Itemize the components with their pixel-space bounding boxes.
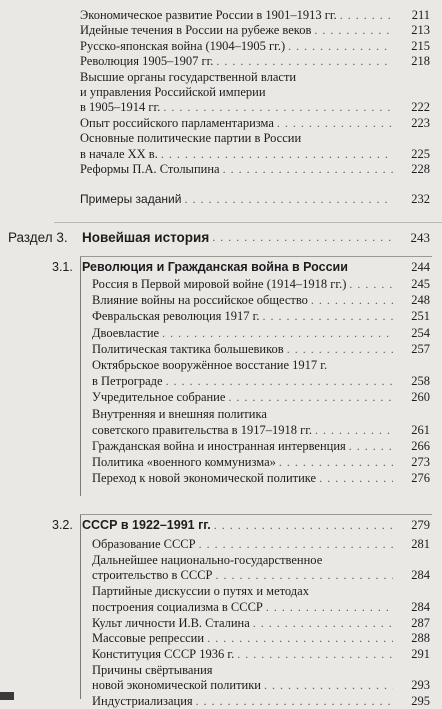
toc-entry[interactable] xyxy=(0,358,442,373)
toc-entry[interactable] xyxy=(0,678,442,693)
entry-page: 228 xyxy=(411,162,430,176)
entry-title: Высшие органы государственной власти xyxy=(80,69,297,84)
divider xyxy=(54,222,442,223)
sub2-heading[interactable] xyxy=(0,518,442,533)
entry-page: 257 xyxy=(411,341,430,356)
entry-title: Культ личности И.В. Сталина xyxy=(92,615,250,630)
toc-entry[interactable] xyxy=(0,23,442,38)
entry-page: 251 xyxy=(411,309,430,324)
dot-leader xyxy=(287,342,393,357)
sub1-title: Революция и Гражданская война в России xyxy=(82,260,348,274)
entry-title: построения социализма в СССР xyxy=(92,599,263,614)
entry-page: 254 xyxy=(411,325,430,340)
entry-page: 276 xyxy=(411,471,430,486)
dot-leader xyxy=(228,390,393,405)
dot-leader xyxy=(288,39,393,54)
toc-entry[interactable] xyxy=(0,39,442,54)
entry-title: Переход к новой экономической политике xyxy=(92,471,317,486)
entry-page: 222 xyxy=(411,100,430,115)
dot-leader xyxy=(162,326,393,341)
toc-entry[interactable] xyxy=(0,70,442,85)
entry-page: 273 xyxy=(411,455,430,470)
sub1-page: 244 xyxy=(411,260,430,274)
dot-leader xyxy=(311,293,393,308)
entry-title: Двоевластие xyxy=(92,325,160,340)
dot-leader xyxy=(184,192,393,207)
page-edge-mark xyxy=(0,692,14,700)
entry-title: и управления Российской империи xyxy=(80,85,266,99)
entry-title: Причины свёртывания xyxy=(92,662,213,677)
toc-entry[interactable] xyxy=(0,342,442,357)
sub2-number: 3.2. xyxy=(52,518,73,532)
entry-title: Влияние войны на российское общество xyxy=(92,293,308,308)
dot-leader xyxy=(237,647,393,662)
sub1-heading[interactable] xyxy=(0,260,442,275)
entry-title: Партийные дискуссии о путях и методах xyxy=(92,584,309,599)
toc-entry[interactable] xyxy=(0,423,442,438)
entry-title: Русско-японская война (1904–1905 гг.) xyxy=(80,38,286,53)
entry-page: 284 xyxy=(411,599,430,614)
sub2-rule xyxy=(80,514,432,515)
toc-entry[interactable] xyxy=(0,293,442,308)
dot-leader xyxy=(315,423,393,438)
entry-title: в Петрограде xyxy=(92,374,163,389)
entry-title: в 1905–1914 гг. xyxy=(80,100,161,115)
entry-page: 266 xyxy=(411,439,430,453)
toc-entry[interactable] xyxy=(0,8,442,23)
entry-page: 288 xyxy=(411,631,430,646)
dot-leader xyxy=(212,230,393,245)
dot-leader xyxy=(216,54,393,69)
entry-title: Массовые репрессии xyxy=(92,631,205,646)
entry-title: новой экономической политики xyxy=(92,678,261,693)
entry-page: 284 xyxy=(411,568,430,583)
toc-entry[interactable] xyxy=(0,147,442,162)
entry-page: 245 xyxy=(411,277,430,291)
section-page: 243 xyxy=(410,230,430,245)
dot-leader xyxy=(253,616,393,631)
section-heading[interactable] xyxy=(0,230,442,246)
dot-leader xyxy=(163,100,393,115)
toc-entry[interactable] xyxy=(0,374,442,389)
entry-page: 232 xyxy=(411,192,430,206)
dot-leader xyxy=(207,631,393,646)
entry-title: Учредительное собрание xyxy=(92,390,226,405)
toc-entry[interactable] xyxy=(0,647,442,662)
section-title: Новейшая история xyxy=(82,230,210,245)
entry-title: Революция 1905–1907 гг. xyxy=(80,54,214,69)
toc-entry-examples[interactable] xyxy=(0,192,442,207)
entry-title: Образование СССР xyxy=(92,537,196,551)
entry-page: 295 xyxy=(411,694,430,708)
entry-title: Индустриализация xyxy=(92,694,193,708)
dot-leader xyxy=(166,374,393,389)
toc-entry[interactable] xyxy=(0,390,442,405)
toc-entry[interactable] xyxy=(0,663,442,678)
dot-leader xyxy=(279,455,393,470)
toc-entry[interactable] xyxy=(0,631,442,646)
entry-title: Россия в Первой мировой войне (1914–1918 гг.) xyxy=(92,277,347,291)
entry-page: 213 xyxy=(411,23,430,38)
entry-page: 261 xyxy=(411,422,430,437)
entry-page: 223 xyxy=(411,115,430,130)
toc-entry[interactable] xyxy=(0,54,442,69)
entry-title: Внутренняя и внешняя политика xyxy=(92,406,267,421)
dot-leader xyxy=(161,147,393,162)
sub2-page: 279 xyxy=(411,518,430,532)
toc-entry[interactable] xyxy=(0,455,442,470)
toc-entry[interactable] xyxy=(0,600,442,615)
entry-title: Октябрьское вооружённое восстание 1917 г. xyxy=(92,358,328,372)
dot-leader xyxy=(277,116,393,131)
entry-title: Основные политические партии в России xyxy=(80,131,302,146)
toc-entry[interactable] xyxy=(0,584,442,599)
dot-leader xyxy=(263,309,393,324)
entry-title: Политика «военного коммунизма» xyxy=(92,455,276,470)
dot-leader xyxy=(319,471,393,486)
toc-entry[interactable] xyxy=(0,694,442,709)
toc-entry[interactable] xyxy=(0,537,442,552)
toc-entry[interactable] xyxy=(0,277,442,292)
entry-page: 281 xyxy=(411,537,430,551)
toc-entry[interactable] xyxy=(0,616,442,631)
toc-entry[interactable] xyxy=(0,568,442,583)
toc-entry[interactable] xyxy=(0,100,442,115)
toc-entry[interactable] xyxy=(0,116,442,131)
dot-leader xyxy=(349,439,393,454)
entry-title: Гражданская война и иностранная интервенция xyxy=(92,439,346,453)
entry-page: 218 xyxy=(411,54,430,69)
entry-title: Февральская революция 1917 г. xyxy=(92,309,260,324)
dot-leader xyxy=(223,162,393,177)
toc-entry[interactable] xyxy=(0,553,442,568)
toc-entry[interactable] xyxy=(0,85,442,100)
toc-entry[interactable] xyxy=(0,471,442,486)
entry-title: строительство в СССР xyxy=(92,568,213,583)
toc-entry[interactable] xyxy=(0,326,442,341)
entry-page: 215 xyxy=(411,38,430,53)
dot-leader xyxy=(266,600,393,615)
entry-title: в начале XX в. xyxy=(80,146,158,161)
sub1-rule xyxy=(80,256,432,257)
entry-title: Опыт российского парламентаризма xyxy=(80,115,274,130)
toc-entry[interactable] xyxy=(0,162,442,177)
dot-leader xyxy=(214,518,393,533)
toc-entry[interactable] xyxy=(0,131,442,146)
dot-leader xyxy=(196,694,393,709)
entry-page: 293 xyxy=(411,678,430,693)
dot-leader xyxy=(340,8,393,23)
entry-page: 211 xyxy=(411,8,430,22)
section-label: Раздел 3. xyxy=(8,230,68,245)
entry-page: 291 xyxy=(411,646,430,661)
entry-title: Политическая тактика большевиков xyxy=(92,341,284,356)
toc-entry[interactable] xyxy=(0,407,442,422)
dot-leader xyxy=(264,678,393,693)
dot-leader xyxy=(314,23,393,38)
entry-page: 260 xyxy=(411,390,430,405)
entry-page: 248 xyxy=(411,293,430,308)
entry-title: Идейные течения в России на рубеже веков xyxy=(80,23,312,38)
toc-entry[interactable] xyxy=(0,309,442,324)
dot-leader xyxy=(349,277,393,292)
dot-leader xyxy=(199,537,393,552)
entry-title: Дальнейшее национально-государственное xyxy=(92,552,323,567)
entry-title: Экономическое развитие России в 1901–1913 гг. xyxy=(80,8,337,22)
entry-page: 225 xyxy=(411,146,430,161)
entry-title: Примеры заданий xyxy=(80,192,182,206)
entry-page: 287 xyxy=(411,615,430,630)
entry-title: Конституция СССР 1936 г. xyxy=(92,646,235,661)
toc-entry[interactable] xyxy=(0,439,442,454)
entry-page: 258 xyxy=(411,374,430,389)
sub1-number: 3.1. xyxy=(52,260,73,274)
entry-title: Реформы П.А. Столыпина xyxy=(80,162,220,176)
dot-leader xyxy=(216,568,394,583)
sub2-title: СССР в 1922–1991 гг. xyxy=(82,518,211,532)
entry-title: советского правительства в 1917–1918 гг. xyxy=(92,422,313,437)
